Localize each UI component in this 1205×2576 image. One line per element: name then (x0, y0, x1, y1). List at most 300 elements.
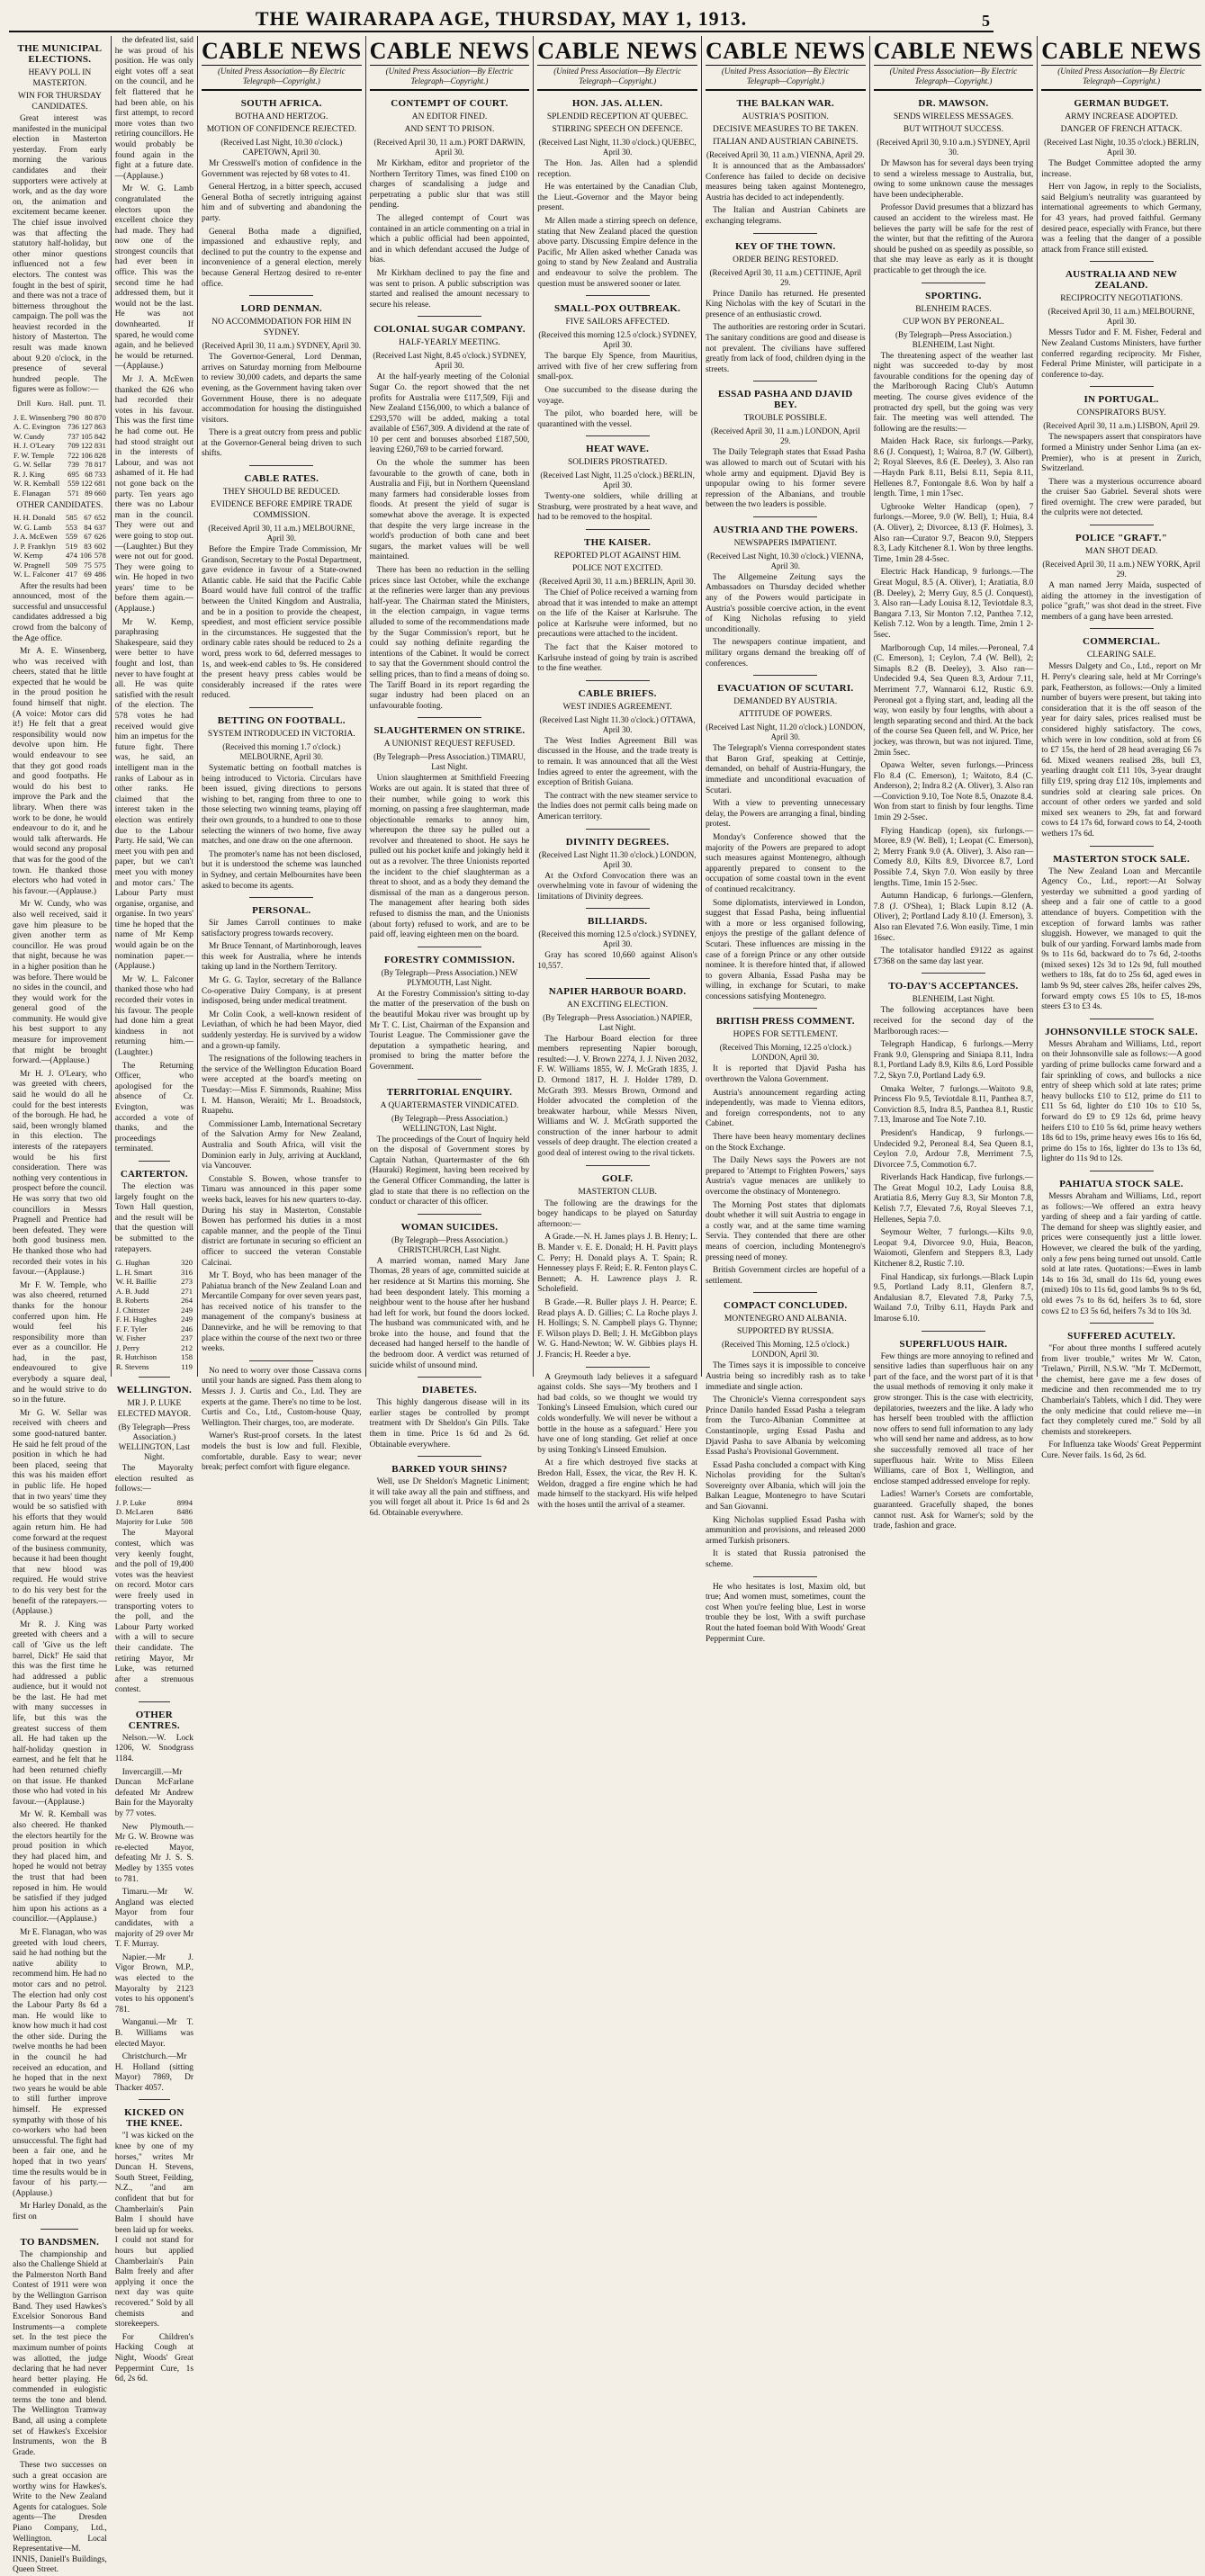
article-headline: ESSAD PASHA AND DJAVID BEY. (718, 389, 853, 411)
article-paragraph: He who hesitates is lost, Maxim old, but true; And women must, sometimes, count the cost When you're feeling blue, Lest in worse trouble they be lost, With a swift purchase Rout the hated foeman bold With Woods' Great Peppermint Cure. (705, 1582, 866, 1644)
article-paragraph: Great interest was manifested in the municipal election in Masterton yesterday. From early morning the various candidates and their supporters were actively at work, and as the day wore on, the animation and excitement became keener. The chief issue involved was that affecting the statutory half-holiday, but other minor questions influenced not a few electors. The contest was fought in the best of spirit, and there was not a trace of bitterness throughout the campaign. The poll was the heaviest recorded in the history of Masterton. The result was made known about 9.20 o'clock, in the presence of several hundred people. The figures were as follow:— (13, 114, 107, 395)
candidate-name: J. E. Winsenberg (13, 412, 67, 422)
column-heading: CABLE NEWS (369, 38, 530, 64)
article (370, 98, 530, 310)
article-divider (753, 675, 817, 676)
vote-count: 602 (94, 541, 106, 551)
candidate-name: D. McLaren (115, 1507, 154, 1517)
column-6 (702, 36, 870, 1644)
vote-count: 127 (80, 422, 93, 432)
vote-count: 828 (94, 450, 106, 460)
article (1041, 854, 1201, 1013)
article-paragraph: Flying Handicap (open), six furlongs.—Moree, 8.9 (W. Bell), 1; Leopat (C. Emerson), 2; Merry Frank 9.0 (A. Oliver), 3. Also ran—Comedy 8.0, Kilts 8.9, Divorcee 8.7, Lord Possible 7.4, Skyn 7.0. Won easily by three lengths. Time, 1min 15 2-5sec. (873, 826, 1034, 888)
results-row (115, 1296, 193, 1306)
results-row (115, 1277, 193, 1287)
article-headline: KICKED ON THE KNEE. (124, 2107, 184, 2130)
article-paragraph: Herr von Jagow, in reply to the Socialists, said Belgium's neutrality was guaranteed by international agreements to which Germany, for 43 years, had proved faithful. Germany desired peace, especially with France, but there was a feeling that the danger of a possible attack from France still existed. (1041, 183, 1201, 255)
article-paragraph: The Chief of Police received a warning from abroad that it was intended to make an attempt on the life of the Kaiser at Karlsruhe. The police at Karlsruhe were informed, but no precautions were attached to the incident. (537, 588, 697, 640)
article (1041, 394, 1201, 519)
vote-count: 320 (181, 1258, 193, 1268)
column-8 (1038, 36, 1205, 1461)
article-divider (249, 707, 313, 708)
article-divider (586, 1367, 650, 1368)
candidate-name: J. Chittster (115, 1305, 149, 1315)
results-row (13, 479, 107, 489)
article-dateline: (Received Last Night, 11.30 o'clock.) QUEBEC, April 30. (538, 138, 697, 157)
vote-count: 870 (94, 412, 106, 422)
article-headline: AUSTRIA AND THE POWERS. (713, 524, 859, 535)
article-paragraph: Invercargill.—Mr Duncan McFarlane defeated Mr Andrew Bain for the Mayoralty by 77 votes. (114, 1767, 193, 1819)
article-subheading: MASTERTON CLUB. (578, 1187, 657, 1197)
article-paragraph: He was entertained by the Canadian Club, the Lieut.-Governor and the Mayor being present. (537, 183, 697, 213)
results-row (13, 470, 107, 480)
article-subheading: STIRRING SPEECH ON DEFENCE. (552, 125, 683, 134)
article-subheading: MR J. P. LUKE ELECTED MAYOR. (117, 1399, 192, 1420)
article (370, 955, 530, 1073)
vote-count: 264 (181, 1296, 193, 1306)
vote-count: 237 (181, 1333, 193, 1343)
candidate-name: W. Kemp (13, 551, 43, 561)
article-paragraph: Seymour Welter, 7 furlongs.—Kilts 9.0, Leopat 9.4, Divorcee 9.0, Huia, Beacon, Waiomoti, Glenfern and Steppers 8.3, Lady Kitchener 8.2, Rustic 7.10. (873, 1228, 1034, 1270)
article-headline: CARTERTON. (120, 1168, 188, 1180)
candidate-name: W. Fisher (115, 1333, 146, 1343)
article-paragraph: Monday's Conference showed that the majority of the Powers are prepared to adopt such measures against Montenegro, although apparently prepared to consent to the occupation of some coastal town in the event of continued recalcitrancy. (705, 832, 866, 894)
results-row (13, 489, 107, 498)
article-subheading: BLENHEIM RACES. (915, 304, 992, 314)
vote-count: 83 (84, 541, 92, 551)
press-credit: (United Press Association—By Electric Telegraph—Copyright.) (874, 67, 1034, 91)
article-paragraph: The resignations of the following teachers in the service of the Wellington Education Board were accepted at the board's meeting on Tuesday:—Miss F. Simmonds, Ruahine; Miss I. M. Hanson, Weraiti; Mr L. Broadstock, Ruapehu. (201, 1055, 362, 1117)
article-paragraph: The following acceptances have been received for the second day of the Marlborough races:— (873, 1006, 1034, 1037)
article-headline: EVACUATION OF SCUTARI. (717, 683, 854, 695)
vote-count: 8994 (176, 1497, 193, 1507)
article-paragraph: Mr E. Flanagan, who was greeted with loud cheers, said he had nothing but the native ability to recommend him. He had no motor cars and no petrol. The election had only cost the Labour Party 8s 6d a man. He would like to know how much it had cost the other side. During the twelve months he had been in the council he had received an education, and he hoped that in the next two years he would be able to still further improve himself. He expressed sympathy with those of his co-workers who had been unsuccessful. The fight had been a fair one, and he hoped that in two years' time the results would be in favour of his party.—(Applause.) (13, 1927, 107, 2198)
column-4 (366, 36, 535, 1518)
candidate-name: J. Perry (115, 1342, 139, 1352)
page-number: 5 (981, 12, 990, 30)
article-paragraph: Mr Bruce Tennant, of Martinborough, leaves this week for Australia, where he intends taking up land in the Northern Territory. (201, 942, 362, 973)
article-subheading: AN EXCITING ELECTION. (567, 1000, 669, 1010)
vote-count: 831 (94, 441, 106, 451)
article-headline: TO BANDSMEN. (20, 2236, 100, 2248)
article-paragraph: Mr T. Boyd, who has been manager of the Pahiatua branch of the New Zealand Loan and Mercantile Company for over seven years past, has received notice of his transfer to the management of the company's business at Dannevirke, and he will be removing to that place within the course of the next two or three weeks. (201, 1271, 362, 1354)
vote-count: 249 (181, 1305, 193, 1315)
candidate-name: J. P. Luke (115, 1497, 147, 1507)
vote-count: 637 (94, 522, 106, 532)
column-label: Drill (17, 399, 31, 408)
vote-count: 863 (94, 422, 106, 432)
article-subheading: A UNIONIST REQUEST REFUSED. (383, 740, 516, 749)
vote-count: 69 (84, 570, 92, 579)
article-paragraph: Omaka Welter, 7 furlongs.—Waitoto 9.8, Princess Flo 9.5, Teviotdale 8.11, Panthea 8.7, Conviction 8.5, Indra 8.5, Panthea 8.1, Rustic 7.13, Imarose and Toe Note 7.10. (873, 1084, 1034, 1126)
article-paragraph: The barque Ely Spence, from Mauritius, arrived with five of her crew suffering from small-pox. (537, 352, 697, 382)
article-headline: WOMAN SUICIDES. (400, 1221, 499, 1233)
article-dateline: (Received Last Night, 11.20 o'clock.) LONDON, April 30. (706, 723, 866, 742)
vote-count: 585 (65, 513, 77, 523)
article-paragraph: Mr R. J. King was greeted with cheers and a call of 'Give us the left barrel, Dick!' He said that this was the first time he had addressed a public audience, but it would not be the last. He had met with many successes in life, but this was the greatest success of them all. He had taken up the half-holiday question in earnest, and he felt that he had been returned chiefly on that issue. He thanked those who had voted in his favour.—(Applause.) (13, 1620, 107, 1807)
article-divider (418, 1079, 481, 1080)
article-divider (1090, 261, 1154, 262)
article-dateline: (Received April 30, 11 a.m.) NEW YORK, April 29. (1042, 560, 1201, 579)
article-headline: CABLE BRIEFS. (578, 687, 657, 699)
article-dateline: (Received April 30, 11 a.m.) SYDNEY, April 30. (202, 341, 362, 351)
article (370, 1222, 530, 1372)
results-row (115, 1517, 193, 1527)
vote-count: 212 (181, 1342, 193, 1352)
article-paragraph: Telegraph Handicap, 6 furlongs.—Merry Frank 9.0, Glenspring and Siniapa 8.11, Indra 8.1, Portland Lady 8.9, Kilts 8.6, Lord Possible 7.2, Skyn 7.0, Portland Lady 6.9. (873, 1040, 1034, 1081)
article-headline: BETTING ON FOOTBALL. (217, 714, 346, 726)
article-paragraph: The alleged contempt of Court was contained in an article commenting on a trial in which a public official had been appointed, and in which defendant accused the Judge of bias. (369, 213, 530, 265)
article (370, 725, 530, 941)
vote-count: 8486 (176, 1507, 193, 1517)
vote-count: 106 (80, 450, 93, 460)
article-headline: GERMAN BUDGET. (1074, 98, 1169, 109)
article-headline: COMMERCIAL. (1083, 636, 1161, 648)
vote-count: 68 (85, 469, 93, 479)
article-divider (586, 680, 650, 681)
vote-count: 736 (67, 422, 79, 432)
article-paragraph: Dr Mawson has for several days been trying to send a wireless message to Australia, but, owing to some unknown cause the messages have been undecipherable. (873, 159, 1034, 200)
article-paragraph: Gray has scored 10,660 against Alison's 10,557. (537, 951, 697, 971)
article-paragraph: The proceedings of the Court of Inquiry held on the disposal of Government stores by Captain Nathan, Quartermaster of the 6th (Hauraki) Regiment, having been received by the General Officer Commanding, the latter is glad to state that there is no reflection on the conduct or character of this officer. (369, 1135, 530, 1207)
article-headline: FORESTRY COMMISSION. (383, 954, 516, 965)
candidate-name: F. H. Hughes (115, 1315, 157, 1324)
newspaper-title: THE WAIRARAPA AGE, THURSDAY, MAY 1, 1913. (255, 7, 748, 30)
article (1041, 636, 1201, 839)
article-paragraph: Messrs Abraham and Williams, Ltd., report as follows:—We offered an extra heavy yarding of sheep and a fair yarding of cattle. The demand for sheep was slightly easier, and prices were consequently just a little lower. However, we cleared the bulk of the yarding, only a few pens being turned out unsold. Cattle sold at late rates. Quotations:—Ewes in lamb 14s to 16s 3d, small do 11s 6d, young ewes (mixed) 10s to 11s 6d, good lambs 9s to 9s 6d, old ewes 7s to 8s 6d, heifers 3s to 6d, store cows £2 to £3 5s 6d, heifers 7s 3d to 10s 3d. (1041, 1191, 1201, 1316)
vote-count: 122 (80, 441, 93, 451)
article (115, 1385, 193, 1696)
article-paragraph: A married woman, named Mary Jane Thomas, 28 years of age, committed suicide at her residence at St Martins this morning. She had been despondent lately. This morning a neighbour went to the house after her husband had left for work, but found the doors locked. The husband was communicated with, and he broke into the house, and found that the deceased had hanged herself to the handle of the bedroom door. A verdict was returned of suicide whilst of unsound mind. (369, 1256, 530, 1370)
article-dateline: (Received Last Night 11.30 o'clock.) LONDON, April 30. (538, 849, 697, 869)
article-paragraph: This highly dangerous disease will in its earlier stages be controlled by prompt treatment with Dr Sheldon's Gin Pills. Take them in time. Price 1s 6d and 2s 6d. Obtainable everywhere. (369, 1398, 530, 1450)
article-headline: DIABETES. (421, 1385, 478, 1396)
column-2 (112, 36, 198, 2384)
article-headline: SPORTING. (925, 290, 982, 301)
article-paragraph: Mr Harley Donald, as the first on (13, 2202, 107, 2221)
masthead (9, 0, 994, 32)
article-paragraph: Electric Hack Handicap, 9 furlongs.—The Great Mogul, 8.5 (A. Oliver), 1; Aratiatia, 8.0 (B. Deeley), 2; Merry Guy, 8.5 (J. Conquest), 3. Also ran—Lady Louisa 8.12, Teviotdale 8.3, Bangara 7.13, Sir Monton 7.12, Panthea 7.12, Kelish 7.12. Won by a length. Time, 2min 1 2-5sec. (873, 568, 1034, 640)
article-dateline: (Received April 30, 11 a.m.) CETTINJE, April 29. (709, 267, 862, 287)
article-divider (139, 2099, 170, 2100)
article-paragraph: On the whole the summer has been favourable to the growth of cane, both in Australia and Fiji, but in Northern Queensland many farmers had considerable losses from floods. At present the yield of sugar is somewhat above the average. It is expected that despite the very large increase in the world's production of both cane and beet sugars, the market values will be well maintained. (369, 459, 530, 562)
article-dateline: (By Telegraph—Press Association.) WELLINGTON, Last Night. (391, 1113, 508, 1133)
vote-count: 246 (181, 1324, 193, 1333)
vote-count: 578 (94, 551, 106, 561)
article-headline: CONTEMPT OF COURT. (391, 98, 508, 109)
article-subheading: SPLENDID RECEPTION AT QUEBEC. (546, 112, 688, 121)
results-row (115, 1287, 193, 1297)
article-paragraph: Constable S. Bowen, whose transfer to Timaru was announced in this paper some weeks back, leaves for his new quarters to-day. During his stay in Masterton, Constable Bowen has performed his duties in a most capable manner, and the people of the Tinui district are fortunate in securing so efficient an officer to succeed the veteran Constable Calcinai. (201, 1174, 362, 1268)
vote-count: 571 (67, 488, 79, 498)
article-headline: COMPACT CONCLUDED. (723, 1300, 848, 1312)
article-paragraph: The newspapers assert that conspirators have formed a Ministry under Senhor Lima (an ex-Premier), who is at present in Zurich, Switzerland. (1041, 433, 1201, 474)
article (537, 1373, 697, 1512)
article-headline: DIVINITY DEGREES. (565, 836, 670, 848)
article-paragraph: The Mayoral contest, which was very keenly fought, and the poll of 19,400 votes was the heaviest on record. Motor cars were freely used in transporting voters to the poll, and the Labour Party worked with a will to secure their candidate. The retiring Mayor, Mr Luke, was returned after a strenuous contest. (114, 1529, 193, 1695)
article-subheading: MAN SHOT DEAD. (1084, 547, 1158, 557)
article-paragraph: The Governor-General, Lord Denman, arrives on Saturday morning from Melbourne to review 30,000 cadets, and departs the same evening, as the Government having taken over Government House, there is no adequate accommodation for housing the distinguished visitors. (201, 353, 362, 425)
article-subheading: NEWSPAPERS IMPATIENT. (733, 538, 837, 548)
article-paragraph: The New Zealand Loan and Mercantile Agency Co., Ltd., report:—At Solway yesterday we submitted a good yarding of sheep and a fair one of cattle to a good attendance of buyers. Competition with the exception of forward lambs was rather sluggish. However, we managed to quit the bulk of our yarding. Forward lambs made from 9s to 11s 6d, backward do to 7s 6d, 2-tooths (mixed sexes) 12s 3d to 12s 9d, full mouthed wethers to 18s, fat do to 25s 6d, aged ewes in lamb 9s 9d, steer calves 28s, heifer calves 29s, forward empty cows £5 10s to £5, 18-mos steers £3 to £3 4s. (1041, 866, 1201, 1012)
article-subheading: DANGER OF FRENCH ATTACK. (1060, 125, 1183, 134)
results-row (115, 1498, 193, 1508)
article-dateline: (Received April 30, 11 a.m.) LISBON, April 29. (1043, 421, 1200, 431)
article-paragraph: King Nicholas supplied Essad Pasha with ammunition and provisions, and released 2000 armed Turkish prisoners. (705, 1515, 866, 1546)
article-divider (418, 316, 481, 317)
article-paragraph: The Italian and Austrian Cabinets are exchanging telegrams. (705, 206, 866, 226)
article-paragraph: Before the Empire Trade Commission, Mr Grandison, Secretary to the Postal Department, gave evidence in favour of a State-owned Atlantic cable. He said that the Pacific Cable Board would have full control of the traffic between the United Kingdom and Australia, and be in a position to provide the cheapest, speediest, and most efficient service possible in the circumstances. He suggested that the ordinary cable rates should be reduced to 2s a word, press work to 6d, deferred messages to 1s, and week-end cables to 9s. He considered the present heavy press cables would be considerably increased if the rates were reduced. (201, 545, 362, 701)
article-headline: WELLINGTON. (116, 1385, 193, 1396)
article-subheading: SENDS WIRELESS MESSAGES. (893, 112, 1013, 121)
article-subheading: POLICE NOT EXCITED. (571, 564, 663, 574)
article-paragraph: Maiden Hack Race, six furlongs.—Parky, 8.6 (J. Conquest), 1; Wairoa, 8.7 (W. Gilbert), 2; Royal Sleeves, 8.6 (E. Deeley), 3. Also ran—Haydn Park 8.11, Belsi 8.11, Sepia 8.11, Hellenes 8.7, Fontongale 8.6. Won by half a length. Time, 1 min 17sec. (873, 437, 1034, 499)
article-dateline: (By Telegraph—Press Association.) TIMARU, Last Night. (373, 752, 526, 772)
results-row (115, 1315, 193, 1324)
article-headline: GOLF. (601, 1172, 634, 1184)
article-headline: NAPIER HARBOUR BOARD. (548, 985, 687, 997)
vote-count: 67 (84, 513, 92, 523)
article-subheading: FIVE SAILORS AFFECTED. (565, 318, 670, 328)
article-paragraph: Mr F. W. Temple, who was also cheered, returned thanks for the honour conferred upon him. He would feel his responsibility more than ever as a councillor. He had, in the past, endeavoured to give everybody a square deal, and he would strive to do so in the future. (13, 1280, 107, 1405)
results-row (13, 513, 107, 523)
article-divider (249, 1360, 313, 1361)
vote-count: 842 (94, 431, 106, 441)
candidate-name: E. Flanagan (13, 488, 51, 498)
results-row (13, 551, 107, 561)
article-paragraph: The Hon. Jas. Allen had a splendid reception. (537, 159, 697, 179)
article-dateline: (Received Last Night, 11.25 o'clock.) BERLIN, April 30. (540, 471, 695, 490)
article-headline: BARKED YOUR SHINS? (391, 1464, 508, 1476)
vote-count: 417 (65, 570, 77, 579)
article (706, 98, 866, 228)
article-subheading: MONTENEGRO AND ALBANIA. (724, 1315, 847, 1324)
article-paragraph: At the Forestry Commission's sitting to-day the matter of the preservation of the bush on the beautiful Mokau river was brought up by Mr T. C. List, Chairman of the Expansion and Tourist League. The Commissioner gave the deputation a sympathetic hearing, and promised to bring the matter before the Government. (369, 989, 530, 1072)
article (537, 537, 697, 675)
candidate-name: W. L. Falconer (13, 570, 60, 579)
candidate-name: J. A. McEwen (13, 532, 58, 542)
article-subheading: ARMY INCREASE ADOPTED. (1065, 112, 1178, 121)
article-headline: POLICE "GRAFT." (1075, 533, 1168, 544)
article-paragraph: It is reported that Djavid Pasha has overthrown the Valona Government. (705, 1064, 866, 1085)
article-dateline: (Received This Morning, 12.5 o'clock.) LONDON, April 30. (721, 1340, 850, 1360)
article (537, 916, 697, 972)
candidate-name: H. H. Donald (13, 513, 56, 523)
article-subheading: CONSPIRATORS BUSY. (1076, 408, 1166, 418)
article-paragraph: The threatening aspect of the weather last night was succeeded to-day by most favourable conditions for the opening day of the Marlborough Racing Club's Autumn meeting. The course gives evidence of the protracted dry spell, but the going was very fair. The meeting was well attended. The following are the results:— (873, 351, 1034, 434)
article-divider (586, 435, 650, 436)
article-headline: SLAUGHTERMEN ON STRIKE. (373, 725, 526, 737)
article-divider (249, 897, 313, 898)
candidate-name: W. Pragnell (13, 560, 50, 570)
article (1041, 269, 1201, 381)
candidate-name: G. W. Sellar (13, 460, 52, 470)
vote-count: 80 (85, 412, 93, 422)
results-row (115, 1343, 193, 1353)
article (706, 1583, 866, 1646)
article-dateline: (By Telegraph—Press Association.) BLENHEIM, Last Night. (895, 329, 1012, 349)
article (706, 683, 866, 1002)
article-divider (249, 295, 313, 296)
results-subtitle: OTHER CANDIDATES. (16, 501, 103, 511)
article (13, 43, 107, 2223)
column-heading: CABLE NEWS (537, 38, 697, 64)
article-paragraph: A man named Jerry Maida, suspected of aiding the attorney in the investigation of police "graft," was shot dead in the street. Five members of a gang have been arrested. (1041, 581, 1201, 622)
article-paragraph: Mr Cresswell's motion of confidence in the Government was rejected by 68 votes to 41. (201, 159, 362, 179)
candidate-name: W. G. Lamb (13, 522, 52, 532)
vote-count: 84 (84, 522, 92, 532)
article-divider (139, 1701, 170, 1702)
article-paragraph: The Returning Officer, who apologised for the absence of Cr. Evington, was accorded a vote of thanks, and the proceedings terminated. (114, 1061, 193, 1154)
article-subheading: SYSTEM INTRODUCED IN VICTORIA. (207, 729, 355, 739)
article-paragraph: Mr W. Kemp, paraphrasing Shakespeare, said they were better to have fought and lost, than never to have fought at all. He was quite satisfied with the result of the election. The 578 votes he had received would give him an impetus for the future fight. There was, he said, an intelligent man in the ranks of Labour as in other ranks. He claimed that the interest taken in the election was entirely due to the Labour Party. He said, 'We can meet you with pen and paper, but we can't meet you with money and motor cars.' The Labour Party must organise, organise, and organise. In two years' time he hoped that the name of Mr Kemp would again be on the nomination paper.—(Applause.) (114, 617, 193, 972)
article-divider (586, 295, 650, 296)
article-headline: TO-DAY'S ACCEPTANCES. (888, 981, 1019, 992)
article-paragraph: Twenty-one soldiers, while drilling at Strasburg, were prostrated by a heat wave, and had to be removed to the hospital. (537, 492, 697, 523)
results-row (13, 561, 107, 570)
article-paragraph: Warner's Rust-proof corsets. In the latest models the bust is low and full. Flexible, comfortable, durable. Easy to wear; never break; perfect comfort with figure elegance. (201, 1432, 362, 1473)
article-divider (922, 1331, 985, 1332)
article-subheading: CUP WON BY PERONEAL. (903, 317, 1004, 327)
vote-count: 89 (85, 488, 93, 498)
article-dateline: (By Telegraph—Press Association.) NAPIER, Last Night. (543, 1012, 693, 1032)
column-heading: CABLE NEWS (201, 38, 362, 64)
press-credit: (United Press Association—By Electric Telegraph—Copyright.) (1041, 67, 1201, 91)
article-paragraph: Some diplomatists, interviewed in London, suggest that Essad Pasha, being influential with a more or less organised following, enjoys the prestige of the gallant defence of Scutari. These influences are missing in the case of a foreign Prince or any other outside nominee. It is therefore hinted that, if allowed to govern Albania, Essad Pasha may be willing, in exchange for Scutari, to make concessions satisfying Montenegro. (705, 898, 866, 1001)
article-divider (40, 2229, 78, 2230)
candidate-name: R. Stevens (115, 1361, 149, 1371)
article (706, 241, 866, 376)
vote-count: 78 (85, 460, 93, 470)
vote-count: 249 (181, 1315, 193, 1324)
results-row (13, 422, 107, 432)
article-subheading: TROUBLE POSSIBLE. (743, 414, 827, 424)
article-paragraph: Timaru.—Mr W. Angland was elected Mayor from four candidates, with a majority of 29 over Mr T. F. Murray. (114, 1888, 193, 1950)
press-credit: (United Press Association—By Electric Telegraph—Copyright.) (370, 67, 530, 91)
vote-count: 559 (67, 479, 79, 489)
article-paragraph: General Hertzog, in a bitter speech, accused General Botha of secretly intriguing against him and of subverting and abandoning the party. (201, 183, 362, 223)
vote-count: 316 (181, 1267, 193, 1277)
column-5 (534, 36, 702, 1510)
article-paragraph: Riverlands Hack Handicap, five furlongs.—The Great Mogul 10.2, Lady Louisa 8.8, Aratiatia 8.6, Merry Guy 8.3, Sir Monton 7.8, Kelish 7.7, Elevated 7.6, Royal Sleeves 7.1, Hellenes, Sepia 7.0. (873, 1173, 1034, 1225)
article-paragraph: The fact that the Kaiser motored to Karlsruhe instead of going by train is ascribed to the fine weather. (537, 643, 697, 674)
article-headline: BRITISH PRESS COMMENT. (715, 1016, 855, 1028)
article-paragraph: Commissioner Lamb, International Secretary of the Salvation Army for New Zealand, Australia and South Africa, will visit the Dominion early in July, arriving at Auckland, via Vancouver. (201, 1119, 362, 1171)
article-paragraph: Ugbrooke Welter Handicap (open), 7 furlongs.—Moree, 9.0 (W. Bell), 1; Huia, 8.4 (A. Oliver), 2; Divorcee, 8.13 (F. Holmes), 3. Also ran—Curator 9.7, Beacon 9.0, Steppers 8.3, Lady Kitchener 8.1. Won by three lengths. Time, 1min 28 4-5sec. (873, 502, 1034, 564)
vote-count: 105 (80, 431, 93, 441)
article-paragraph: After the results had been announced, most of the successful and unsuccessful candidates addressed a big crowd from the balcony of the Age office. (13, 581, 107, 643)
article-divider (586, 908, 650, 909)
press-credit: (United Press Association—By Electric Telegraph—Copyright.) (706, 67, 866, 91)
article-paragraph: The following are the drawings for the bogey handicaps to be played on Saturday afternoon:— (537, 1198, 697, 1229)
article (370, 324, 530, 712)
article (202, 905, 362, 1355)
article (1041, 1179, 1201, 1317)
candidate-name: G. Hughan (115, 1258, 150, 1268)
vote-count: 553 (65, 522, 77, 532)
vote-count: 508 (181, 1516, 193, 1526)
results-row (13, 542, 107, 552)
results-row (13, 523, 107, 533)
article-paragraph: The election was largely fought on the Town Hall question, and the result will be that the question will be submitted to the ratepayers. (114, 1181, 193, 1254)
article (370, 1464, 530, 1519)
candidate-name: R. J. King (13, 469, 45, 479)
results-table-header (13, 399, 107, 410)
results-row (115, 1268, 193, 1278)
vote-count: 75 (84, 560, 92, 570)
article-divider (753, 516, 817, 517)
article-paragraph: The Mayoralty election resulted as follows:— (114, 1464, 193, 1494)
article-paragraph: Marlborough Cup, 14 miles.—Peroneal, 7.4 (C. Emerson), 1; Ceylon, 7.4 (W. Bell), 2; Simapls 8.2 (B. Deeley), 3. Also ran—Undecided 9.4, Sea Queen 8.3, Ardour 7.11, Merriment 7.7, Wannaroi 6.12, Rustic 6.9. Peroneal got a flying start, and, leading all the way, won easily by four lengths, with about a length separating second and third. At the back of the course Sea Queen fell, and W. Price, her jockey, was thrown, but was not injured. Time, 2min 5sec. (873, 643, 1034, 758)
article-dateline: (By Telegraph—Press Association.) WELLINGTON, Last Night. (118, 1423, 191, 1462)
article-dateline: (Received this morning 12.5 o'clock.) SYDNEY, April 30. (538, 330, 697, 350)
article-dateline: (Received This Morning, 12.25 o'clock.) LONDON, April 30. (719, 1043, 851, 1063)
vote-count: 486 (94, 570, 106, 579)
article-paragraph: New Plymouth.—Mr G. W. Browne was re-elected Mayor, defeating Mr J. S. S. Medley by 1355 votes to 781. (114, 1822, 193, 1884)
article-divider (1090, 1323, 1154, 1324)
article-paragraph: Mr Kirkham declined to pay the fine and was sent to prison. A public subscription was started and realised the amount necessary to secure his release. (369, 268, 530, 310)
vote-count: 626 (94, 532, 106, 542)
article-dateline: (Received April 30, 11 a.m.) PORT DARWIN, April 30. (373, 138, 526, 157)
vote-count: 271 (181, 1286, 193, 1296)
article-headline: KEY OF THE TOWN. (734, 240, 836, 252)
article-divider (753, 1008, 817, 1009)
column-heading: CABLE NEWS (1041, 38, 1201, 64)
article-dateline: (Received April 30, 11 a.m.) LONDON, April 29. (710, 426, 860, 446)
article-subheading: DECISIVE MEASURES TO BE TAKEN. (713, 125, 859, 134)
candidate-name: A. C. Evington (13, 422, 61, 432)
article-paragraph: Autumn Handicap, 6 furlongs.—Glenfern, 7.8 (J. O'Shea), 1; Black Lupin 8.12 (A. Oliver), 2; Portland Lady 8.10 (J. Emerson), 3. Also ran Elevated 7.6. Won easily. Time, 1 min 16sec. (873, 892, 1034, 943)
article-paragraph: Wanganui.—Mr T. B. Williams was elected Mayor. (114, 2018, 193, 2049)
press-credit: (United Press Association—By Electric Telegraph—Copyright.) (537, 67, 697, 91)
article-subheading: EVIDENCE BEFORE EMPIRE TRADE COMMISSION. (211, 500, 353, 521)
article-subheading: WEST INDIES AGREEMENT. (562, 702, 672, 712)
article-headline: HON. JAS. ALLEN. (571, 98, 663, 109)
article-dateline: (Received April 30, 11 a.m.) MELBOURNE, April 30. (208, 524, 355, 543)
article-subheading: THEY SHOULD BE REDUCED. (222, 488, 340, 498)
article-paragraph: Messrs Abraham and Williams, Ltd., report on their Johnsonville sale as follows:—A good yarding of prime bullocks came forward and a fair sprinkling of cows, and bullocks a nice entry of sheep which sold at late rates; prime heavy bullocks £10 to £12, prime do £11 to £11 5s 6d, lighter do £10 10s to £10 5s, forward do £9 to £9 12s 6d, prime heavy heifers £10 to £10 5s 6d, prime heavy wethers 18s 6d to 19s, prime heavy ewes 16s to 16s 6d, prime do 15s to 16s, lighter do 13s to 13s 6d, lighter do 11s 9d to 12s. (1041, 1039, 1201, 1164)
article-divider (753, 1576, 817, 1577)
article-paragraph: The Daily Telegraph states that Essad Pasha was allowed to march out of Scutari with his whole army and equipment. Djavid Bey is unpopular owing to his former severe repression of the Albanians, and trouble between the two leaders is possible. (705, 448, 866, 510)
column-3 (198, 36, 366, 1473)
article-headline: THE KAISER. (584, 537, 652, 549)
article-divider (753, 1292, 817, 1293)
article (13, 2237, 107, 2576)
results-row (13, 570, 107, 579)
article-divider (139, 1377, 170, 1378)
article-paragraph: Mr W. R. Kemball was also cheered. He thanked the electors heartily for the proud position in which they had placed him, and hoped he would not betray the trust that had been reposed in him. He would be satisfied if they judged him upon his actions as a councillor.—(Applause.) (13, 1810, 107, 1925)
article-subheading: MOTION OF CONFIDENCE REJECTED. (206, 125, 356, 134)
article-paragraph: Mr G. G. Taylor, secretary of the Ballance Co-operative Dairy Company, is at present indisposed, being under medical treatment. (201, 976, 362, 1007)
article (874, 98, 1034, 277)
article-paragraph: The West Indies Agreement Bill was discussed in the House, and the trade treaty is to remain. It was announced that all the West Indies agreed to enter the agreement, with the exception of British Guiana. (537, 736, 697, 788)
candidate-name: J. P. Franklyn (13, 541, 56, 551)
article-paragraph: "I was kicked on the knee by one of my horses," writes Mr Duncan H. Stevens, South Street, Feilding, N.Z., "and am confident that but for Chamberlain's Pain Balm I should have been laid up for weeks. I could not stand for hours but applied Chamberlain's Pain Balm freely and after applying it once the next day was quite recovered." Sold by all chemists and storekeepers. (114, 2132, 193, 2329)
vote-count: 817 (94, 460, 106, 470)
article-paragraph: Mr Colin Cook, a well-known resident of Leviathan, of which he had been Mayor, died suddenly yesterday. He is survived by a widow and a grown-up family. (201, 1010, 362, 1051)
article-dateline: (By Telegraph—Press Association.) NEW PLYMOUTH, Last Night. (381, 967, 518, 987)
article-paragraph: For Children's Hacking Cough at Night, Woods' Great Peppermint Cure, 1s 6d, 2s 6d. (114, 2332, 193, 2384)
article-subheading: REPORTED PLOT AGAINST HIM. (553, 552, 681, 561)
article-paragraph: The authorities are restoring order in Scutari. The sanitary conditions are good and disease is not prevalent. The civilians have suffered greatly from lack of food, children dying in the streets. (705, 323, 866, 374)
article-dateline: (Received April 30, 9.10 a.m.) SYDNEY, April 30. (877, 138, 1030, 157)
vote-count: 158 (181, 1352, 193, 1362)
results-row (13, 451, 107, 461)
article-dateline: (Received Last Night, 10.30 o'clock.) VIENNA, April 30. (706, 551, 864, 570)
article-dateline: (Received April 30, 11 a.m.) MELBOURNE, April 30. (1048, 307, 1195, 327)
article-paragraph: The Budget Committee adopted the army increase. (1041, 159, 1201, 179)
article-paragraph: the defeated list, said he was proud of his position. He was only eight votes off a seat on the council, and he felt flattered that he had been able, on his first attempt, to record more votes than two retiring councillors. He would probably be found again in the fight at a future date.—(Applause.) (114, 36, 193, 181)
